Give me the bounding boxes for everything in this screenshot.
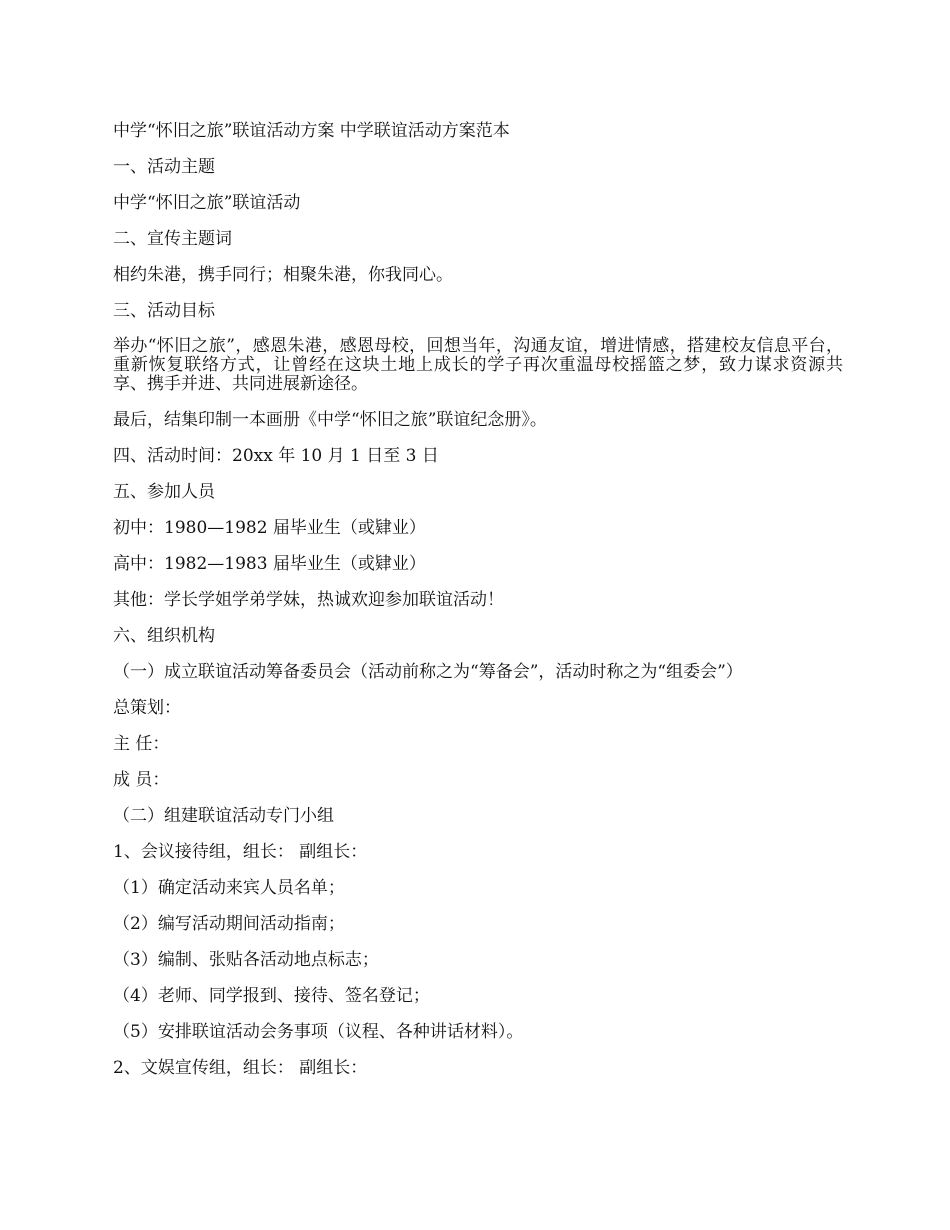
document-body xyxy=(113,121,843,1094)
organization-members: 成 员： xyxy=(113,770,170,790)
theme-text: 中学“怀旧之旅”联谊活动 xyxy=(113,193,301,213)
goal-paragraph: 举办“怀旧之旅”，感恩朱港，感恩母校，回想当年，沟通友谊，增进情感，搭建校友信息平台，重新恢复联络方式，让曾经在这块土地上成长的学子再次重温母校摇篮之梦，致力谋求资源共享、携手并进、共同进展新途径。 xyxy=(113,336,843,394)
section-heading-organization: 六、组织机构 xyxy=(113,626,215,646)
reception-item-3: （3）编制、张贴各活动地点标志； xyxy=(113,950,379,970)
participants-other: 其他：学长学姐学弟学妹，热诚欢迎参加联谊活动！ xyxy=(113,590,504,610)
slogan-text: 相约朱港，携手同行；相聚朱港，你我同心。 xyxy=(113,265,453,285)
organization-planner: 总策划： xyxy=(113,698,181,718)
publicity-group: 2、文娱宣传组，组长： 副组长： xyxy=(113,1058,368,1078)
section-heading-slogan: 二、宣传主题词 xyxy=(113,229,232,249)
section-heading-time: 四、活动时间：20xx 年 10 月 1 日至 3 日 xyxy=(113,446,439,466)
participants-senior: 高中：1982—1983 届毕业生（或肄业） xyxy=(113,554,426,574)
reception-group: 1、会议接待组，组长： 副组长： xyxy=(113,842,368,862)
reception-item-2: （2）编写活动期间活动指南； xyxy=(113,914,345,934)
section-heading-theme: 一、活动主题 xyxy=(113,157,215,177)
document-title: 中学“怀旧之旅”联谊活动方案 中学联谊活动方案范本 xyxy=(113,121,510,141)
organization-committee: （一）成立联谊活动筹备委员会（活动前称之为“筹备会”，活动时称之为“组委会”） xyxy=(113,662,743,682)
organization-groups: （二）组建联谊活动专门小组 xyxy=(113,806,334,826)
participants-junior: 初中：1980—1982 届毕业生（或肄业） xyxy=(113,518,426,538)
reception-item-4: （4）老师、同学报到、接待、签名登记； xyxy=(113,986,430,1006)
reception-item-1: （1）确定活动来宾人员名单； xyxy=(113,878,345,898)
section-heading-goal: 三、活动目标 xyxy=(113,301,215,321)
album-text: 最后，结集印制一本画册《中学“怀旧之旅”联谊纪念册》。 xyxy=(113,410,547,430)
reception-item-5: （5）安排联谊活动会务事项（议程、各种讲话材料）。 xyxy=(113,1022,524,1042)
section-heading-participants: 五、参加人员 xyxy=(113,482,215,502)
organization-director: 主 任： xyxy=(113,734,170,754)
